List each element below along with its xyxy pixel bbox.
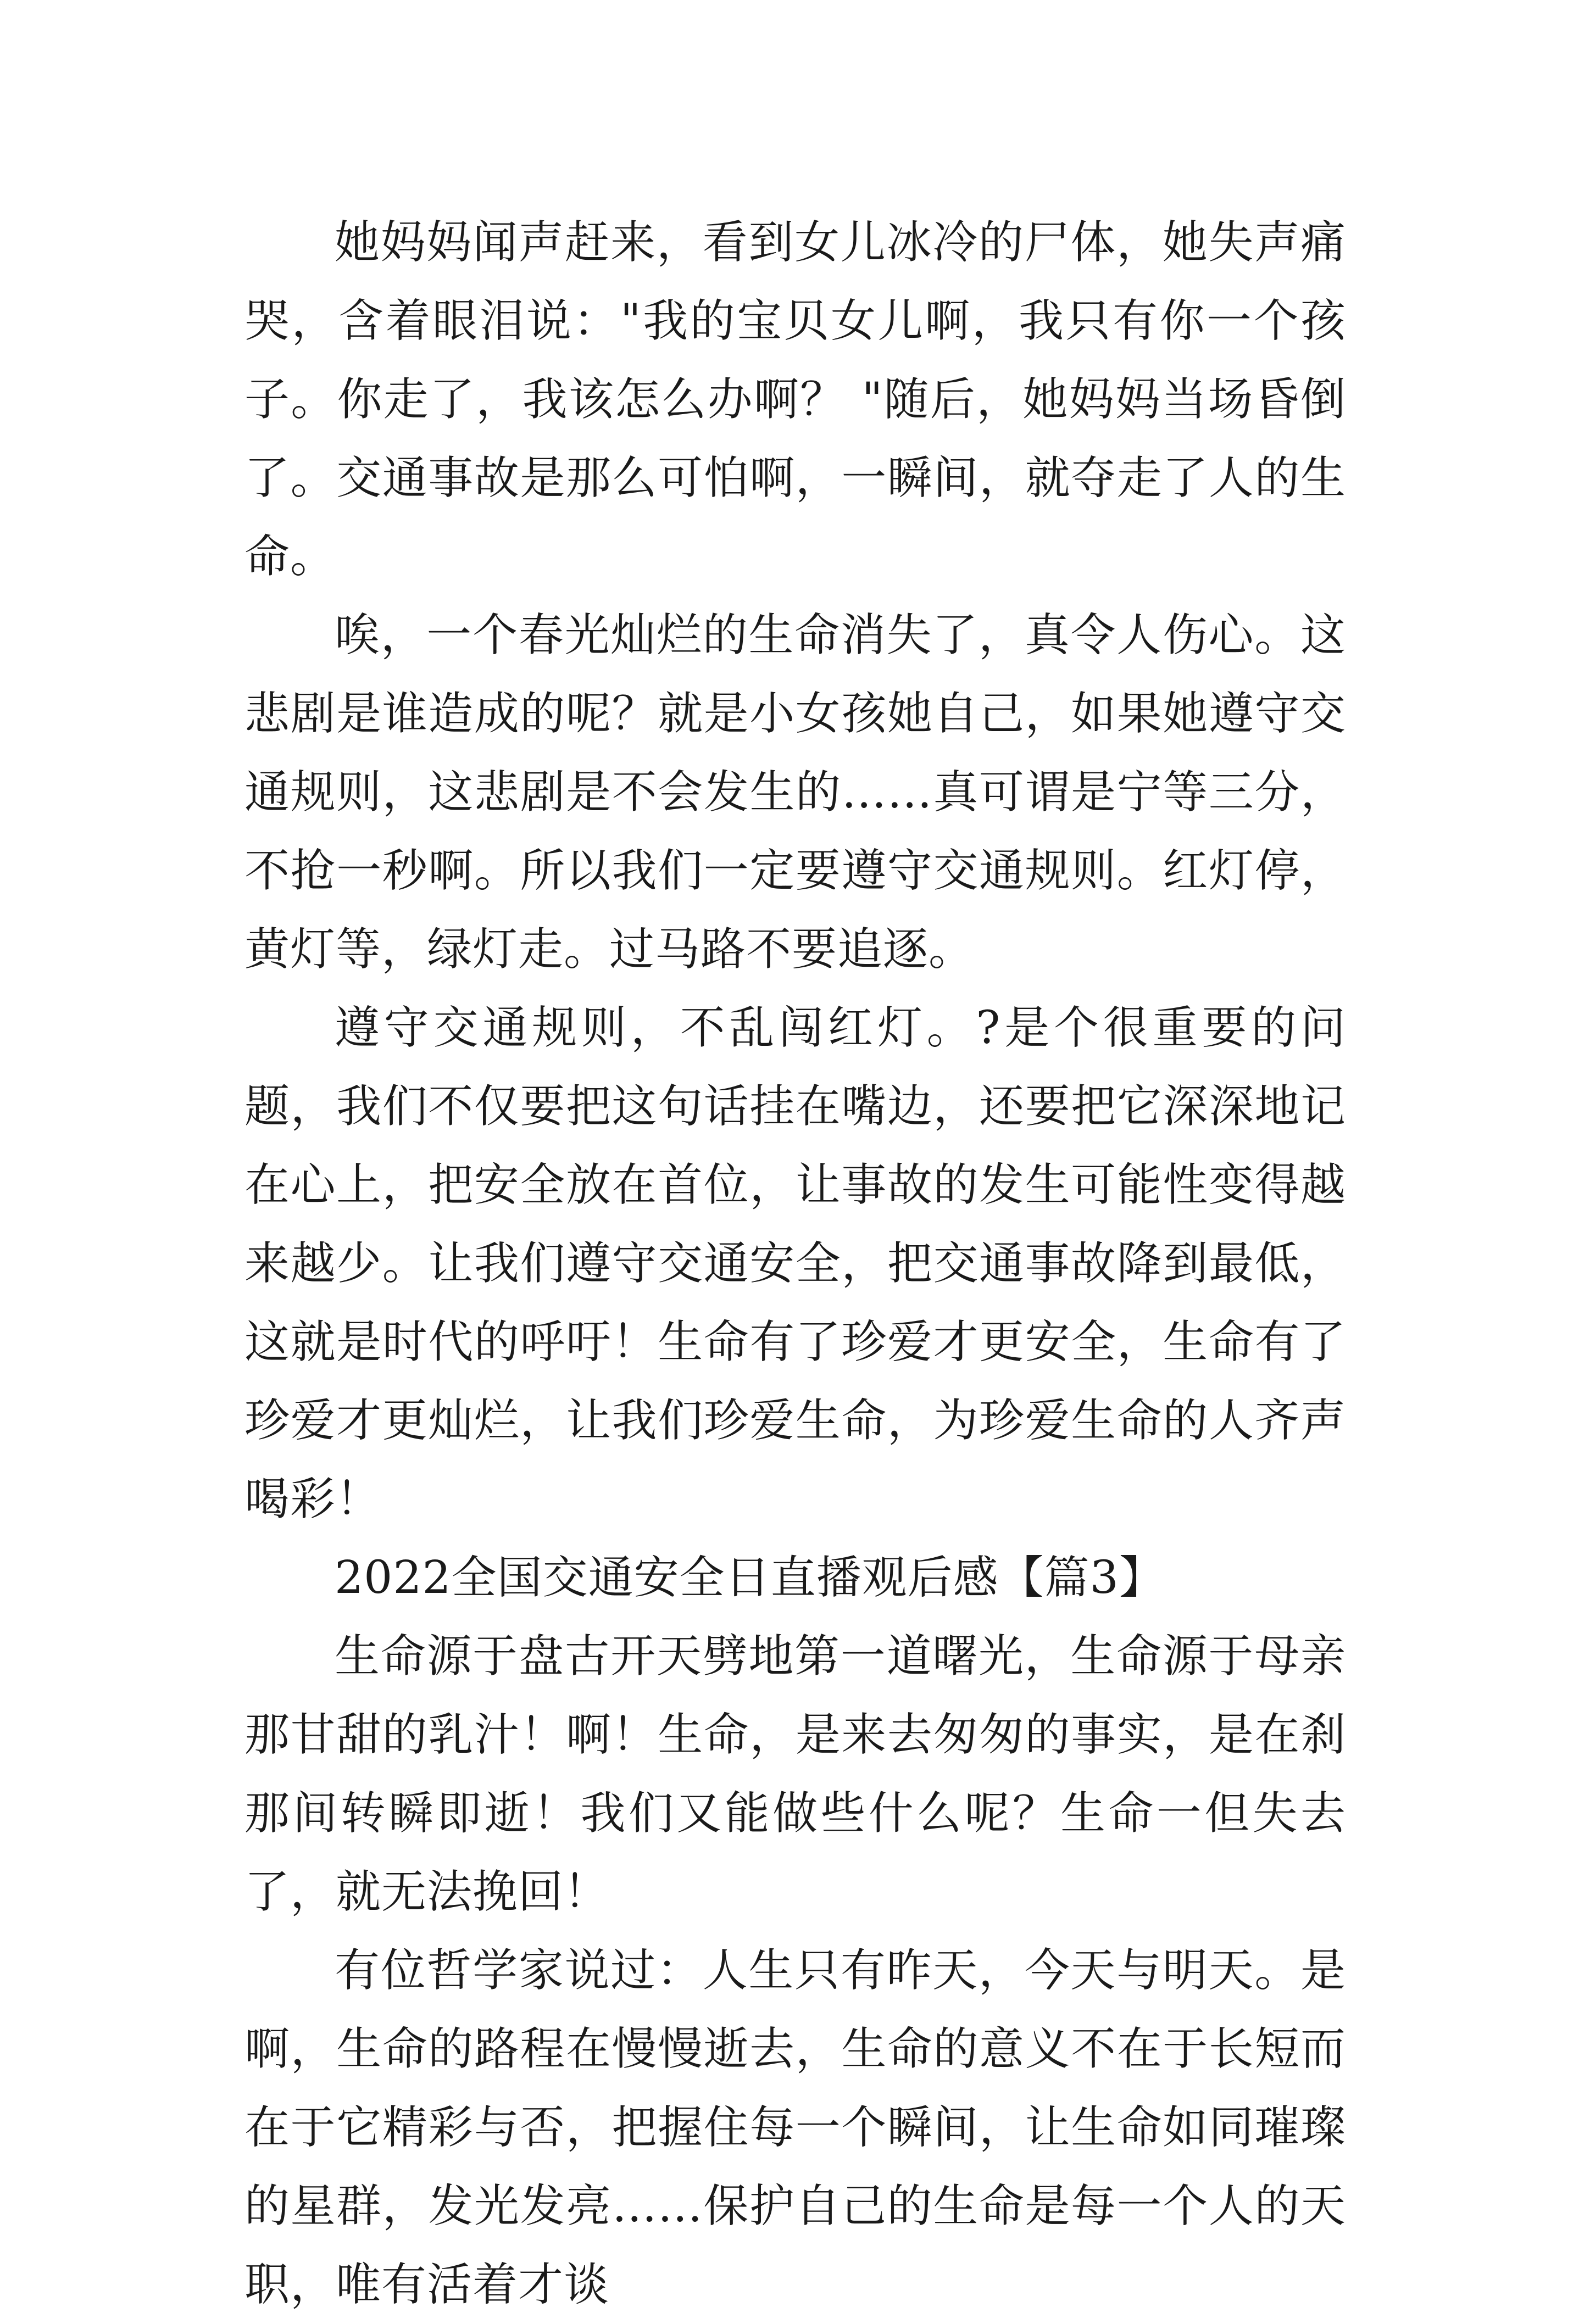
section-heading: 2022全国交通安全日直播观后感【篇3】 — [335, 1552, 1165, 1604]
paragraph-mother-grief: 她妈妈闻声赶来，看到女儿冰冷的尸体，她失声痛哭，含着眼泪说："我的宝贝女儿啊，我只有你一个孩子。你走了，我该怎么办啊？ "随后，她妈妈当场昏倒了。交通事故是那么可怕啊，一瞬间，就夺走了人的生命。 — [244, 216, 1346, 583]
paragraph-philosopher-quote: 有位哲学家说过：人生只有昨天，今天与明天。是啊，生命的路程在慢慢逝去，生命的意义不在于长短而在于它精彩与否，把握住每一个瞬间，让生命如同璀璨的星群，发光发亮……保护自己的生命是每一个人的天职，唯有活着才谈 — [244, 1944, 1346, 2311]
paragraph-origin-of-life: 生命源于盘古开天劈地第一道曙光，生命源于母亲那甘甜的乳汁！啊！生命，是来去匆匆的事实，是在刹那间转瞬即逝！我们又能做些什么呢？生命一但失去了，就无法挽回！ — [244, 1630, 1346, 1918]
paragraph-tragedy-reflection: 唉，一个春光灿烂的生命消失了，真令人伤心。这悲剧是谁造成的呢？就是小女孩她自己，如果她遵守交通规则，这悲剧是不会发生的……真可谓是宁等三分，不抢一秒啊。所以我们一定要遵守交通规则。红灯停，黄灯等，绿灯走。过马路不要追逐。 — [244, 609, 1346, 976]
document-body — [244, 203, 1346, 2324]
paragraph-obey-traffic-rules: 遵守交通规则，不乱闯红灯。?是个很重要的问题，我们不仅要把这句话挂在嘴边，还要把它深深地记在心上，把安全放在首位，让事故的发生可能性变得越来越少。让我们遵守交通安全，把交通事故降到最低，这就是时代的呼吁！生命有了珍爱才更安全，生命有了珍爱才更灿烂，让我们珍爱生命，为珍爱生命的人齐声喝彩！ — [244, 1002, 1346, 1525]
